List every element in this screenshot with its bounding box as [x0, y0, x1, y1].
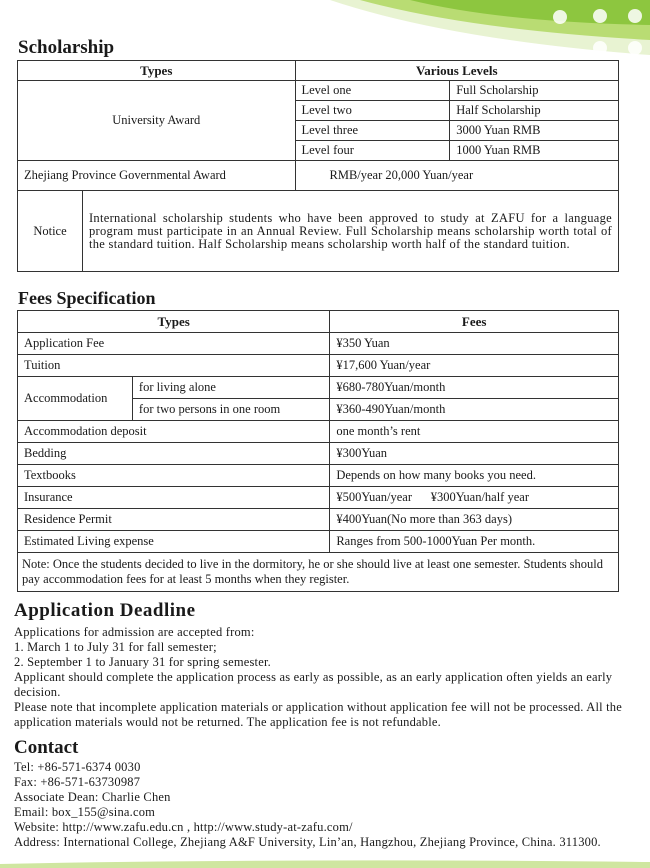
- fees-heading: Fees Specification: [18, 288, 156, 308]
- notice-text: International scholarship students who have been approved to study at ZAFU for a language program must participate in an Annual Review. Full Scholarship means scholarship worth total of the standard tuition. Half Scholarship means scholarship worth half of the standard tuition.: [82, 191, 618, 272]
- table-row: [18, 161, 619, 191]
- fees-note: Note: Once the students decided to live in the dormitory, he or she should live at least one semester. Students should pay accommodation fees for at least 5 months when they register.: [18, 553, 619, 592]
- table-row: [18, 509, 619, 531]
- fee-value: ¥360-490Yuan/month: [330, 399, 619, 421]
- table-row: [18, 487, 619, 509]
- table-row: [18, 553, 619, 592]
- fee-label: Accommodation deposit: [18, 421, 330, 443]
- fee-value: ¥680-780Yuan/month: [330, 377, 619, 399]
- deadline-line: Applicant should complete the application process as early as possible, as an early application often yields an early decision.: [14, 670, 613, 699]
- contact-heading: Contact: [14, 737, 79, 758]
- fee-label: Estimated Living expense: [18, 531, 330, 553]
- fee-value: ¥350 Yuan: [330, 333, 619, 355]
- fee-label: Textbooks: [18, 465, 330, 487]
- level-cell: Level one: [295, 81, 450, 101]
- table-row: [18, 443, 619, 465]
- level-cell: Level two: [295, 101, 450, 121]
- provincial-award-cell: Zhejiang Province Governmental Award: [18, 161, 296, 191]
- table-row: [18, 531, 619, 553]
- fee-value: ¥300Yuan: [330, 443, 619, 465]
- table-header-row: [18, 311, 619, 333]
- university-award-cell: University Award: [18, 81, 296, 161]
- col-header-types: Types: [18, 311, 330, 333]
- deadline-line: Applications for admission are accepted from:: [14, 625, 255, 639]
- table-row: [18, 81, 619, 101]
- fee-label: Residence Permit: [18, 509, 330, 531]
- fees-table: [17, 310, 619, 592]
- level-value-cell: 1000 Yuan RMB: [450, 141, 619, 161]
- level-value-cell: Full Scholarship: [450, 81, 619, 101]
- level-cell: Level four: [295, 141, 450, 161]
- contact-email[interactable]: Email: box_155@sina.com: [14, 805, 156, 819]
- level-value-cell: Half Scholarship: [450, 101, 619, 121]
- contact-block: [14, 760, 644, 850]
- fee-label: Insurance: [18, 487, 330, 509]
- fee-value: Ranges from 500-1000Yuan Per month.: [330, 531, 619, 553]
- deadline-heading: Application Deadline: [14, 600, 196, 621]
- scholarship-heading: Scholarship: [18, 37, 115, 58]
- fee-value: one month’s rent: [330, 421, 619, 443]
- fee-sublabel: for two persons in one room: [132, 399, 329, 421]
- fee-label: Bedding: [18, 443, 330, 465]
- col-header-levels: Various Levels: [295, 61, 619, 81]
- level-value-cell: 3000 Yuan RMB: [450, 121, 619, 141]
- contact-fax: Fax: +86-571-63730987: [14, 775, 141, 789]
- fee-value: ¥17,600 Yuan/year: [330, 355, 619, 377]
- accommodation-label: Accommodation: [18, 377, 133, 421]
- deadline-text: [14, 625, 639, 730]
- footer-decoration: [0, 856, 650, 868]
- level-cell: Level three: [295, 121, 450, 141]
- deadline-line: 2. September 1 to January 31 for spring semester.: [14, 655, 271, 669]
- fee-label: Application Fee: [18, 333, 330, 355]
- fee-label: Tuition: [18, 355, 330, 377]
- provincial-value-cell: RMB/year 20,000 Yuan/year: [295, 161, 619, 191]
- scholarship-table: [17, 60, 619, 272]
- contact-dean: Associate Dean: Charlie Chen: [14, 790, 171, 804]
- table-row: [18, 465, 619, 487]
- fee-value: Depends on how many books you need.: [330, 465, 619, 487]
- col-header-fees: Fees: [330, 311, 619, 333]
- table-row: [18, 377, 619, 399]
- fee-value: ¥400Yuan(No more than 363 days): [330, 509, 619, 531]
- contact-tel: Tel: +86-571-6374 0030: [14, 760, 141, 774]
- deadline-line: Please note that incomplete application materials or application without application fee will not be processed. All the application materials would not be returned. The application fee is not refundable.: [14, 700, 623, 729]
- fee-value: ¥500Yuan/year ¥300Yuan/half year: [330, 487, 619, 509]
- table-header-row: [18, 61, 619, 81]
- contact-address: Address: International College, Zhejiang A&F University, Lin’an, Hangzhou, Zhejiang Province, China. 311300.: [14, 835, 601, 849]
- fee-sublabel: for living alone: [132, 377, 329, 399]
- contact-website[interactable]: Website: http://www.zafu.edu.cn , http://www.study-at-zafu.com/: [14, 820, 353, 834]
- table-row: [18, 355, 619, 377]
- col-header-types: Types: [18, 61, 296, 81]
- table-row: [18, 421, 619, 443]
- table-row: [18, 333, 619, 355]
- deadline-line: 1. March 1 to July 31 for fall semester;: [14, 640, 217, 654]
- table-row: [18, 191, 619, 272]
- notice-label: Notice: [18, 191, 83, 272]
